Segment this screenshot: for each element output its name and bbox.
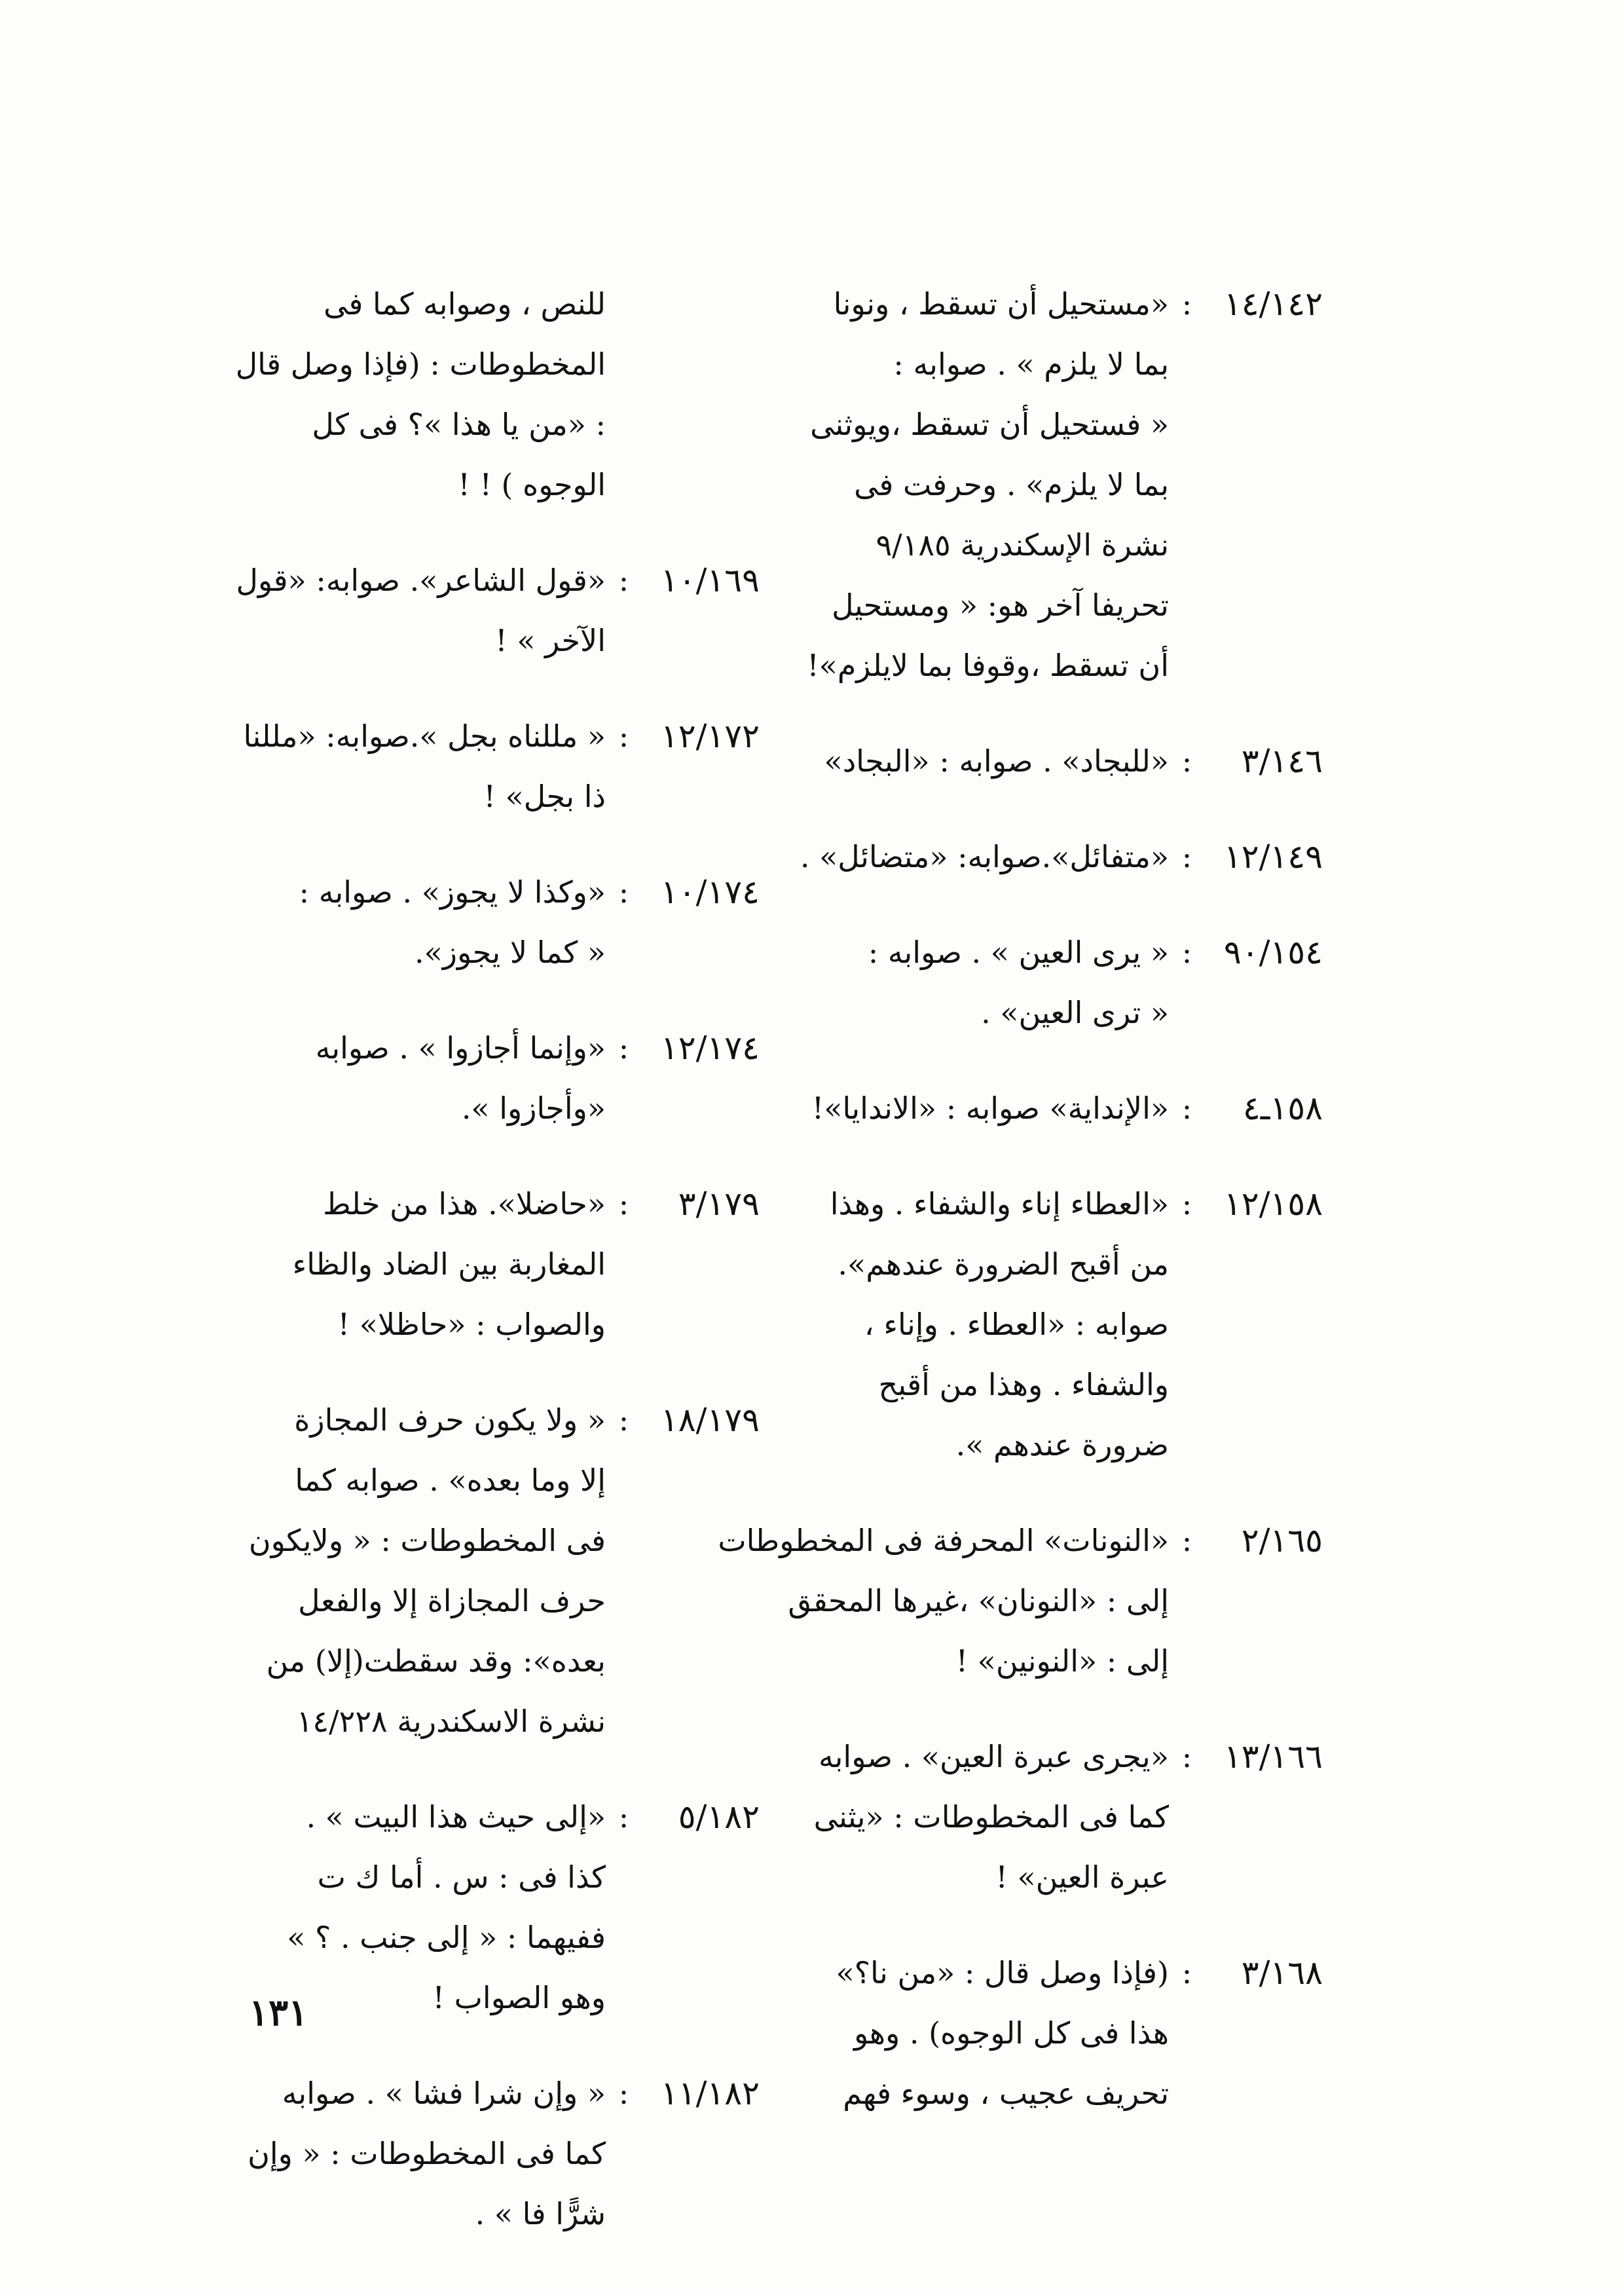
correction-entry xyxy=(236,550,760,671)
text-line: «متفائل».صوابه: «متضائل» . xyxy=(800,839,1169,874)
text-line: الآخر » ! xyxy=(495,623,606,658)
entry-text xyxy=(799,1726,1169,1907)
text-line: والصواب : «حاظلا» ! xyxy=(337,1307,606,1342)
text-line: فى المخطوطات : « ولايكون xyxy=(248,1523,606,1558)
correction-entry xyxy=(799,827,1323,887)
entry-separator: : xyxy=(618,1030,629,1066)
entry-separator: : xyxy=(1181,1955,1192,1990)
entry-separator: : xyxy=(1181,839,1192,874)
entry-reference: ١٠/١٧٤ xyxy=(660,873,760,911)
text-line: تحريف عجيب ، وسوء فهم xyxy=(843,2076,1169,2111)
entry-reference: ١٥٨ـ٤ xyxy=(1242,1089,1323,1127)
text-line: «إلى حيث هذا البيت » . xyxy=(306,1799,606,1835)
text-line: «مستحيل أن تسقط ، ونونا xyxy=(833,286,1169,322)
text-line: من أقبح الضرورة عندهم». xyxy=(838,1246,1169,1282)
entry-text xyxy=(236,274,606,515)
entry-separator: : xyxy=(618,874,629,910)
entry-reference: ٥/١٨٢ xyxy=(678,1798,760,1836)
page-number: ١٣١ xyxy=(249,1991,308,2034)
entry-separator: : xyxy=(1181,1091,1192,1126)
text-line: بما لا يلزم» . وحرفت فى xyxy=(854,467,1169,502)
entry-separator: : xyxy=(618,563,629,598)
correction-entry xyxy=(249,1390,760,1751)
text-line: بعده»: وقد سقطت(إلا) من xyxy=(266,1643,606,1679)
text-line: « كما لا يجوز». xyxy=(415,935,606,970)
text-line: كما فى المخطوطات : «يثنى xyxy=(813,1799,1169,1835)
text-line: نشرة الاسكندرية ١٤/٢٢٨ xyxy=(296,1704,606,1739)
entry-reference: ٣/١٧٩ xyxy=(678,1185,760,1223)
entry-text xyxy=(799,1078,1169,1138)
entry-reference: ٢/١٦٥ xyxy=(1241,1521,1323,1559)
text-line: إلى : «النونين» ! xyxy=(955,1643,1169,1679)
text-line: للنص ، وصوابه كما فى xyxy=(323,286,606,322)
text-line: «النونات» المحرفة فى المخطوطات xyxy=(718,1523,1169,1558)
text-line: هذا فى كل الوجوه) . وهو xyxy=(853,2015,1169,2051)
correction-entry xyxy=(799,1943,1323,2123)
text-line: : «من يا هذا »؟ فى كل xyxy=(312,407,606,442)
text-line: ففيهما : « إلى جنب . ؟ » xyxy=(287,1920,606,1955)
entry-text xyxy=(248,2063,606,2244)
correction-entry xyxy=(249,1174,760,1354)
entry-reference: ١٢/١٤٩ xyxy=(1223,838,1323,876)
entry-text xyxy=(718,1510,1169,1691)
entry-separator: : xyxy=(1181,743,1192,779)
entry-separator: : xyxy=(618,2076,629,2111)
entry-text xyxy=(243,706,606,827)
correction-entry xyxy=(249,1018,760,1138)
text-line: كما فى المخطوطات : « وإن xyxy=(248,2136,606,2171)
entry-separator: : xyxy=(1181,1523,1192,1558)
text-line: ذا بجل» ! xyxy=(483,779,606,814)
entry-text xyxy=(249,862,606,982)
entry-text xyxy=(236,550,606,671)
entry-text xyxy=(799,1174,1169,1475)
entry-separator: : xyxy=(1181,1739,1192,1774)
entry-reference: ١٢/١٥٨ xyxy=(1223,1185,1323,1223)
text-line: أن تسقط ،وقوفا بما لايلزم»! xyxy=(807,648,1169,683)
text-line: «وكذا لا يجوز» . صوابه : xyxy=(299,874,606,910)
correction-entry xyxy=(799,1174,1323,1475)
text-line: « ولا يكون حرف المجازة xyxy=(294,1402,606,1438)
text-line: الوجوه ) ! ! xyxy=(458,467,606,502)
text-line: إلا وما بعده» . صوابه كما xyxy=(295,1463,606,1498)
entry-text xyxy=(249,1018,606,1138)
text-line: «الإنداية» صوابه : «الاندايا»! xyxy=(811,1091,1169,1126)
entry-reference: ١١/١٨٢ xyxy=(660,2074,760,2112)
entry-reference: ١٢/١٧٤ xyxy=(660,1029,760,1067)
text-line: والشفاء . وهذا من أقبح xyxy=(878,1367,1169,1402)
correction-entry xyxy=(799,922,1323,1043)
text-line: «العطاء إناء والشفاء . وهذا xyxy=(830,1186,1169,1222)
text-line: «وإنما أجازوا » . صوابه xyxy=(315,1030,606,1066)
correction-entry xyxy=(799,1726,1323,1907)
correction-entry xyxy=(799,731,1323,791)
text-line: « ترى العين» . xyxy=(981,995,1169,1030)
entry-reference: ١٣/١٦٦ xyxy=(1223,1738,1323,1776)
entry-separator: : xyxy=(1181,935,1192,970)
entry-text xyxy=(249,1174,606,1354)
entry-separator: : xyxy=(618,1186,629,1222)
entry-reference: ٣/١٦٨ xyxy=(1241,1954,1323,1992)
entry-reference: ١٨/١٧٩ xyxy=(660,1401,760,1439)
entry-text xyxy=(799,1943,1169,2123)
correction-entry xyxy=(249,862,760,982)
correction-entry xyxy=(799,274,1323,696)
text-line: « يرى العين » . صوابه : xyxy=(868,935,1169,970)
correction-entry xyxy=(799,1078,1323,1138)
text-line: ضرورة عندهم ». xyxy=(955,1427,1169,1463)
text-line: شرًّا فا » . xyxy=(475,2196,606,2231)
left-column xyxy=(235,274,760,2279)
entry-separator: : xyxy=(618,1799,629,1835)
text-line: عبرة العين» ! xyxy=(995,1859,1169,1895)
entry-text xyxy=(799,274,1169,696)
entry-separator: : xyxy=(618,1402,629,1438)
text-line: «قول الشاعر». صوابه: «قول xyxy=(236,563,606,598)
correction-entry xyxy=(249,2063,760,2244)
text-line: (فإذا وصل قال : «من نا؟» xyxy=(836,1955,1169,1990)
entry-text xyxy=(799,731,1169,791)
entry-separator: : xyxy=(1181,1186,1192,1222)
correction-entry xyxy=(718,1510,1323,1691)
text-line: المغاربة بين الضاد والظاء xyxy=(292,1246,606,1282)
entry-reference: ١٠/١٦٩ xyxy=(660,561,760,599)
entry-text xyxy=(799,922,1169,1043)
text-line: « مللناه بجل ».صوابه: «مللنا xyxy=(243,718,606,754)
correction-entry xyxy=(243,706,760,827)
text-line: « فستحيل أن تسقط ،ويوثنى xyxy=(810,407,1169,442)
correction-entry xyxy=(235,274,760,515)
text-line: « وإن شرا فشا » . صوابه xyxy=(282,2076,606,2111)
entry-reference: ١٢/١٧٢ xyxy=(660,717,760,755)
entry-text xyxy=(249,1390,606,1751)
entry-separator: : xyxy=(618,718,629,754)
text-line: كذا فى : س . أما ك ت xyxy=(317,1859,606,1895)
text-line: وهو الصواب ! xyxy=(432,1980,606,2015)
entry-reference: ٩٠/١٥٤ xyxy=(1223,933,1323,971)
text-line: تحريفا آخر هو: « ومستحيل xyxy=(832,588,1169,623)
text-line: بما لا يلزم » . صوابه : xyxy=(893,346,1169,382)
text-line: «حاضلا». هذا من خلط xyxy=(323,1186,606,1222)
text-line: صوابه : «العطاء . وإناء ، xyxy=(864,1307,1169,1342)
text-line: «للبجاد» . صوابه : «البجاد» xyxy=(824,743,1169,779)
entry-text xyxy=(799,827,1169,887)
text-line: حرف المجازاة إلا والفعل xyxy=(298,1583,606,1618)
text-line: «وأجازوا ». xyxy=(461,1091,606,1126)
text-line: نشرة الإسكندرية ٩/١٨٥ xyxy=(876,527,1169,563)
text-line: «يجرى عبرة العين» . صوابه xyxy=(818,1739,1169,1774)
entry-separator: : xyxy=(1181,286,1192,322)
text-line: المخطوطات : (فإذا وصل قال xyxy=(235,346,606,382)
entry-reference: ٣/١٤٦ xyxy=(1241,742,1323,780)
text-line: إلى : «النونان» ،غيرها المحقق xyxy=(788,1583,1169,1618)
entry-reference: ١٤/١٤٢ xyxy=(1223,285,1323,323)
